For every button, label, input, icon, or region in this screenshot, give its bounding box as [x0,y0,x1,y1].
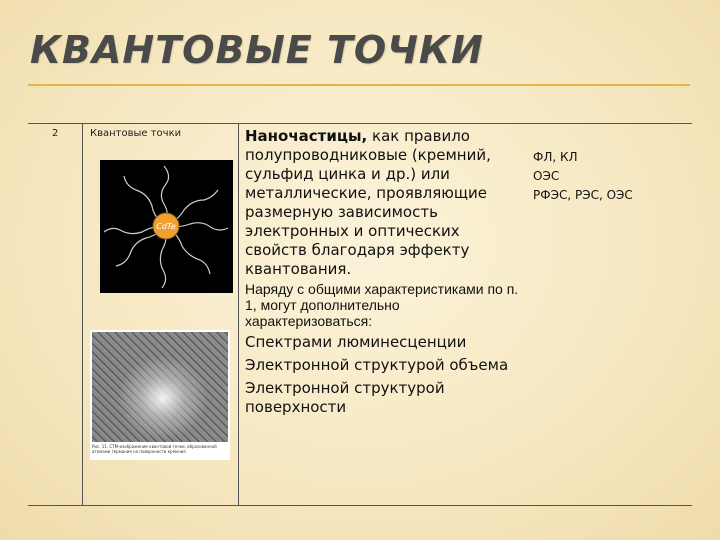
methods-cell [533,148,633,205]
description-paragraph [245,127,525,279]
description-text: как правило полупроводниковые (кремний, сульфид цинка и др.) или металлические, проявляющие размерную зависимость электронных и оптических свойств благодаря эффекту квантования. [245,127,491,278]
method-item: ФЛ, КЛ [533,150,578,164]
row-number: 2 [52,128,59,139]
quantum-dot-illustration [100,160,233,293]
stm-micrograph [92,332,228,442]
nanoparticle-diagram [100,160,233,293]
table-column-divider [82,123,83,506]
description-cell [245,127,525,417]
characteristic-item: Электронной структурой объема [245,356,509,374]
method-item: РФЭС, РЭС, ОЭС [533,188,633,202]
characteristic-item: Спектрами люминесценции [245,333,467,351]
table-bottom-border [28,505,692,506]
row-name: Квантовые точки [90,128,182,139]
slide-title: КВАНТОВЫЕ ТОЧКИ [30,28,484,72]
method-item: ОЭС [533,169,560,183]
nanoparticle-label: CdTe [156,222,176,231]
stm-image [90,330,230,460]
table-column-divider [238,123,239,506]
title-underline [28,84,690,86]
table-top-border [28,123,692,124]
stm-image-caption: Рис. 11. СТМ-изображение квантовой точки, образованной атомами германия на поверхности кремния [92,444,217,454]
additional-note: Наряду с общими характеристиками по п. 1, могут дополнительно характеризоваться: [245,281,519,329]
characteristic-item: Электронной структурой поверхности [245,379,445,416]
description-bold: Наночастицы, [245,127,368,145]
